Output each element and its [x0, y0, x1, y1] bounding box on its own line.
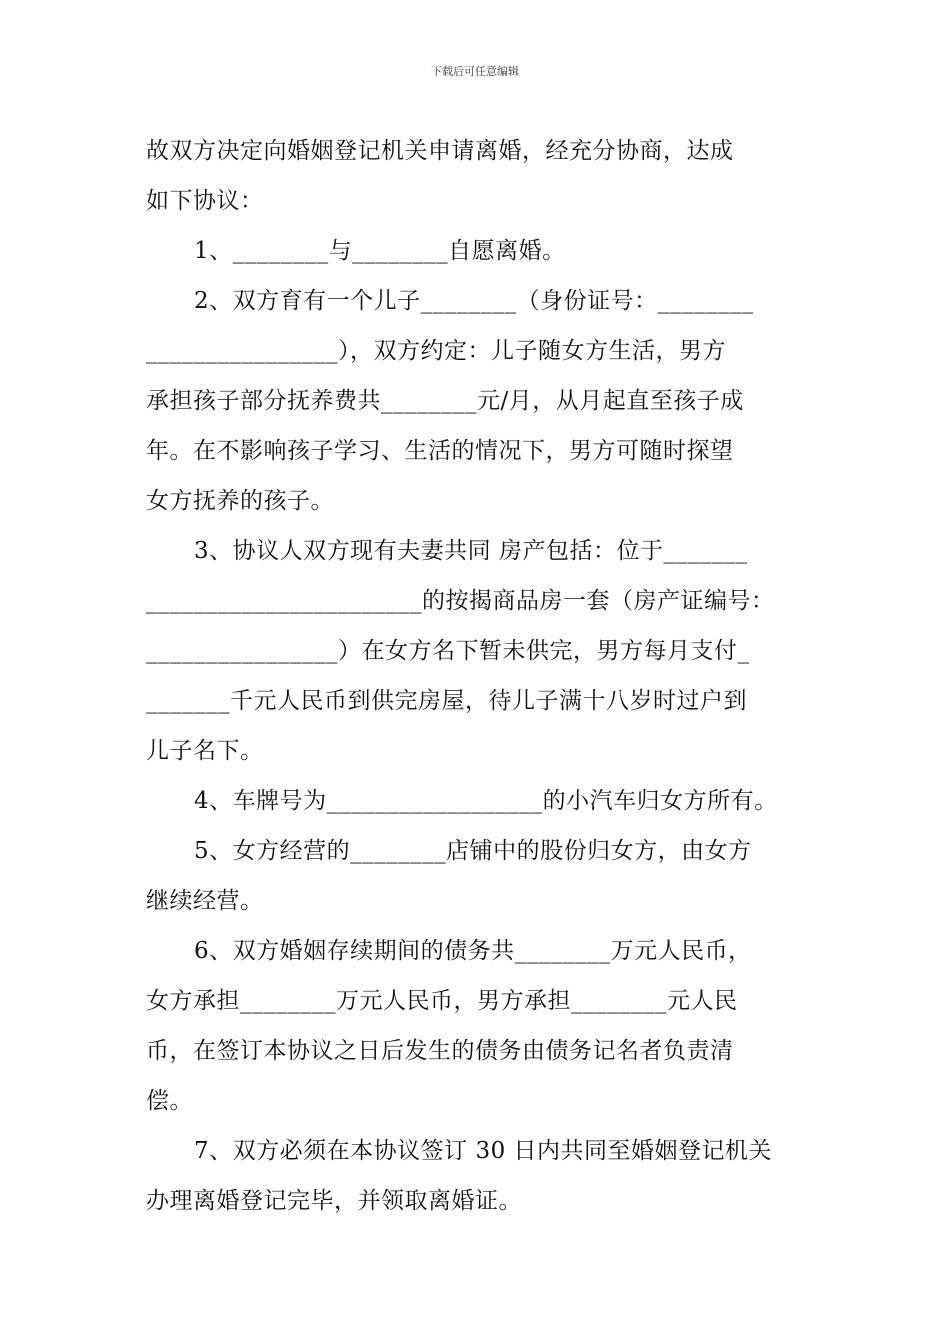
text-line: 币，在签订本协议之日后发生的债务由债务记名者负责清 — [146, 1038, 734, 1064]
text-line: 承担孩子部分抚养费共________元/月，从月起直至孩子成 — [146, 388, 744, 414]
clause-5: 5、女方经营的________店铺中的股份归女方，由女方 — [194, 838, 752, 864]
text-line: 儿子名下。 — [146, 738, 264, 764]
clause-1: 1、________与________自愿离婚。 — [194, 238, 566, 264]
agreement-body — [146, 126, 808, 1226]
clause-7: 7、双方必须在本协议签订 30 日内共同至婚姻登记机关 — [194, 1138, 773, 1164]
text-line: 如下协议： — [146, 188, 264, 214]
text-line: 年。在不影响孩子学习、生活的情况下，男方可随时探望 — [146, 438, 734, 464]
text-line: 继续经营。 — [146, 888, 264, 914]
text-line: 偿。 — [146, 1088, 193, 1114]
text-line: _______________________的按揭商品房一套（房产证编号： — [146, 588, 775, 614]
clause-4: 4、车牌号为__________________的小汽车归女方所有。 — [194, 788, 778, 814]
text-line: ________________）在女方名下暂未供完，男方每月支付_ — [146, 638, 750, 664]
page-header-note: 下载后可任意编辑 — [431, 65, 519, 78]
clause-6: 6、双方婚姻存续期间的债务共________万元人民币， — [194, 938, 752, 964]
clause-2: 2、双方育有一个儿子________（身份证号：________ — [194, 288, 754, 314]
text-line: 女方承担________万元人民币，男方承担________元人民 — [146, 988, 738, 1014]
text-line: 女方抚养的孩子。 — [146, 488, 334, 514]
clause-3: 3、协议人双方现有夫妻共同 房产包括：位于_______ — [194, 538, 748, 564]
text-line: _______千元人民币到供完房屋，待儿子满十八岁时过户到 — [146, 688, 747, 714]
text-line: ________________），双方约定：儿子随女方生活，男方 — [146, 338, 726, 364]
text-line: 故双方决定向婚姻登记机关申请离婚，经充分协商，达成 — [146, 138, 734, 164]
text-line: 办理离婚登记完毕，并领取离婚证。 — [146, 1188, 522, 1214]
